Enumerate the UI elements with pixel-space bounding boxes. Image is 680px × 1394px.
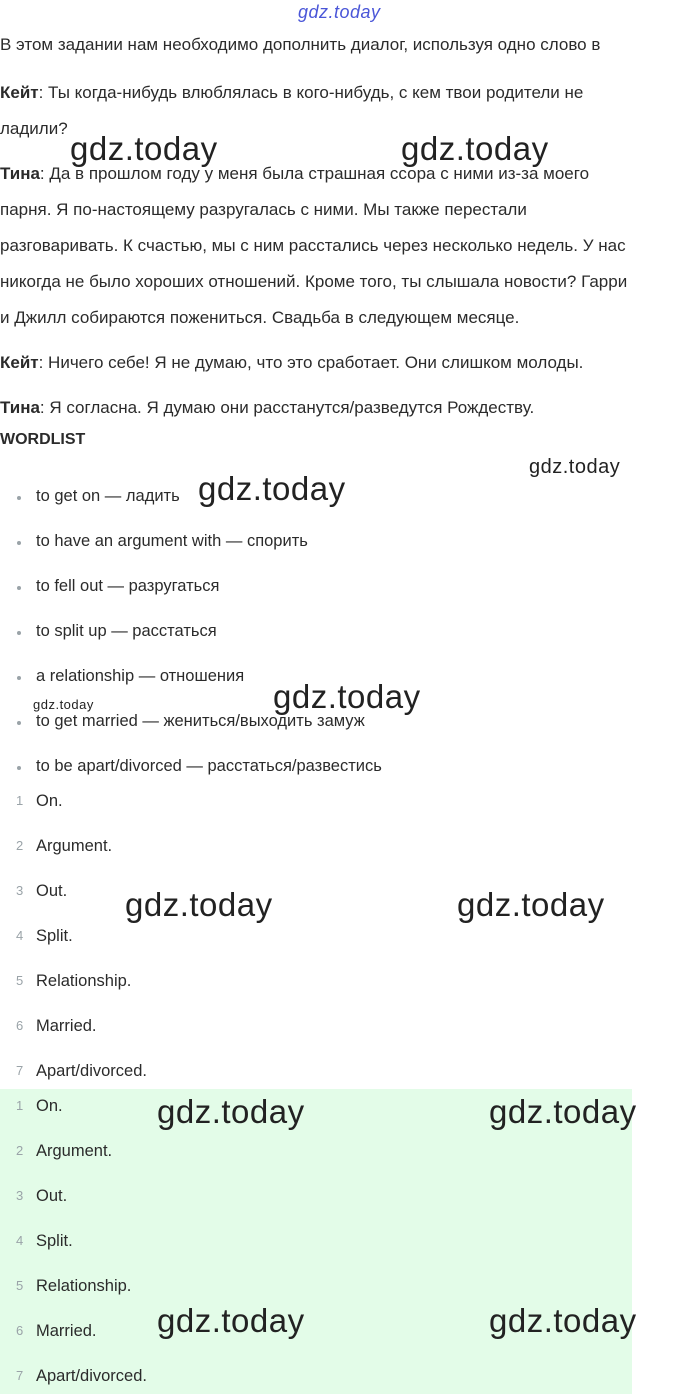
speaker-name: Кейт [0,353,39,372]
watermark-text: gdz.today [198,470,346,507]
speaker-name: Тина [0,398,40,417]
dialog-line-tina-1: Тина: Да в прошлом году у меня была страшная ссора с ними из-за моего [0,164,590,183]
dialog-line-tina-1-cont: и Джилл собираются пожениться. Свадьба в следующем месяце. [0,308,520,327]
watermark-text: gdz.today [401,130,549,167]
intro-text: В этом задании нам необходимо дополнить диалог, используя одно слово в [0,35,601,54]
dialog-line-kate-1-cont: ладили? [0,119,68,138]
watermark-text: gdz.today [529,456,621,478]
dialog-line-kate-1: Кейт: Ты когда-нибудь влюблялась в кого-нибудь, с кем твои родители не [0,83,584,102]
watermark-text: gdz.today [125,886,273,923]
watermark-text: gdz.today [457,886,605,923]
dialog-line-kate-2: Кейт: Ничего себе! Я не думаю, что это сработает. Они слишком молоды. [0,353,584,372]
bullet-dot [17,721,21,725]
watermark-text: gdz.today [33,697,94,712]
bullet-dot [17,586,21,590]
watermark-text: gdz.today [273,678,421,715]
watermark-text: gdz.today [70,130,218,167]
dialog-line-tina-2: Тина: Я согласна. Я думаю они расстанутся/разведутся Рождеству. [0,398,535,417]
bullet-dot [17,631,21,635]
watermark-text: gdz.today [157,1093,305,1130]
dialog-line-tina-1-cont: разговаривать. К счастью, мы с ним расстались через несколько недель. У нас [0,236,626,255]
dialog-line-tina-1-cont: парня. Я по-настоящему разругалась с ними. Мы также перестали [0,200,527,219]
top-watermark: gdz.today [298,2,381,22]
answers-highlight-background [0,1089,632,1394]
bullet-dot [17,541,21,545]
watermark-text: gdz.today [489,1093,637,1130]
dialog-line-tina-1-cont: никогда не было хороших отношений. Кроме того, ты слышала новости? Гарри [0,272,628,291]
watermark-text: gdz.today [157,1302,305,1339]
speaker-name: Кейт [0,83,39,102]
wordlist-heading: WORDLIST [0,431,86,448]
bullet-dot [17,766,21,770]
watermark-text: gdz.today [489,1302,637,1339]
speaker-name: Тина [0,164,40,183]
bullet-dot [17,676,21,680]
bullet-dot [17,496,21,500]
